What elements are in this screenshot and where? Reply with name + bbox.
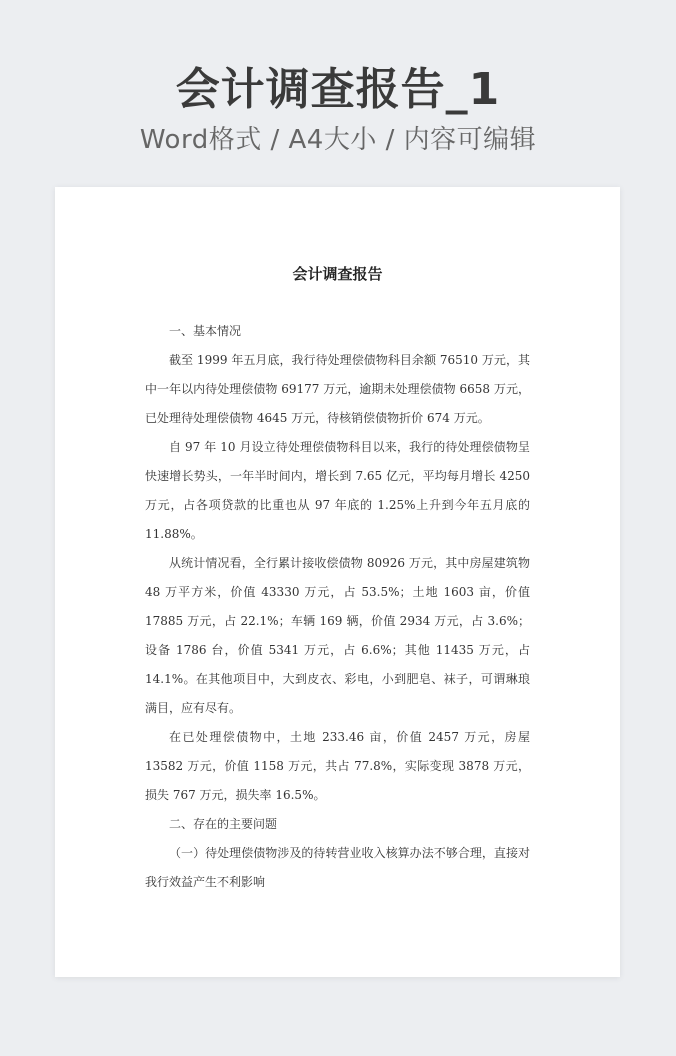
paragraph: （一）待处理偿债物涉及的待转营业收入核算办法不够合理，直接对我行效益产生不利影响	[145, 846, 530, 889]
banner-title: 会计调查报告_1	[175, 64, 501, 115]
banner	[0, 60, 676, 158]
document-title: 会计调查报告	[292, 265, 383, 283]
paragraph: 在已处理偿债物中，土地 233.46 亩，价值 2457 万元，房屋 13582 万元，价值 1158 万元，共占 77.8%，实际变现 3878 万元，损失 767 万元，损失率 16.5%。	[145, 730, 530, 802]
banner-subtitle: Word格式 / A4大小 / 内容可编辑	[139, 125, 537, 155]
paragraph: 自 97 年 10 月设立待处理偿债物科目以来，我行的待处理偿债物呈快速增长势头，一年半时间内，增长到 7.65 亿元，平均每月增长 4250 万元，占各项贷款的比重也从 97 年底的 1.25%上升到今年五月底的 11.88%。	[145, 440, 530, 541]
document-page	[55, 187, 620, 977]
paragraph: 截至 1999 年五月底，我行待处理偿债物科目余额 76510 万元，其中一年以内待处理偿债物 69177 万元，逾期未处理偿债物 6658 万元，已处理待处理偿债物 4645 万元，待核销偿债物折价 674 万元。	[145, 353, 530, 425]
paragraph: 从统计情况看，全行累计接收偿债物 80926 万元，其中房屋建筑物 48 万平方米，价值 43330 万元，占 53.5%；土地 1603 亩，价值 17885 万元，占 22.1%；车辆 169 辆，价值 2934 万元，占 3.6%；设备 1786 台，价值 5341 万元，占 6.6%；其他 11435 万元，占 14.1%。在其他项目中，大到皮衣、彩电，小到肥皂、袜子，可谓琳琅满目，应有尽有。	[145, 556, 530, 715]
section-heading: 二、存在的主要问题	[169, 817, 278, 831]
section-heading: 一、基本情况	[169, 324, 242, 338]
document-body	[145, 317, 530, 897]
